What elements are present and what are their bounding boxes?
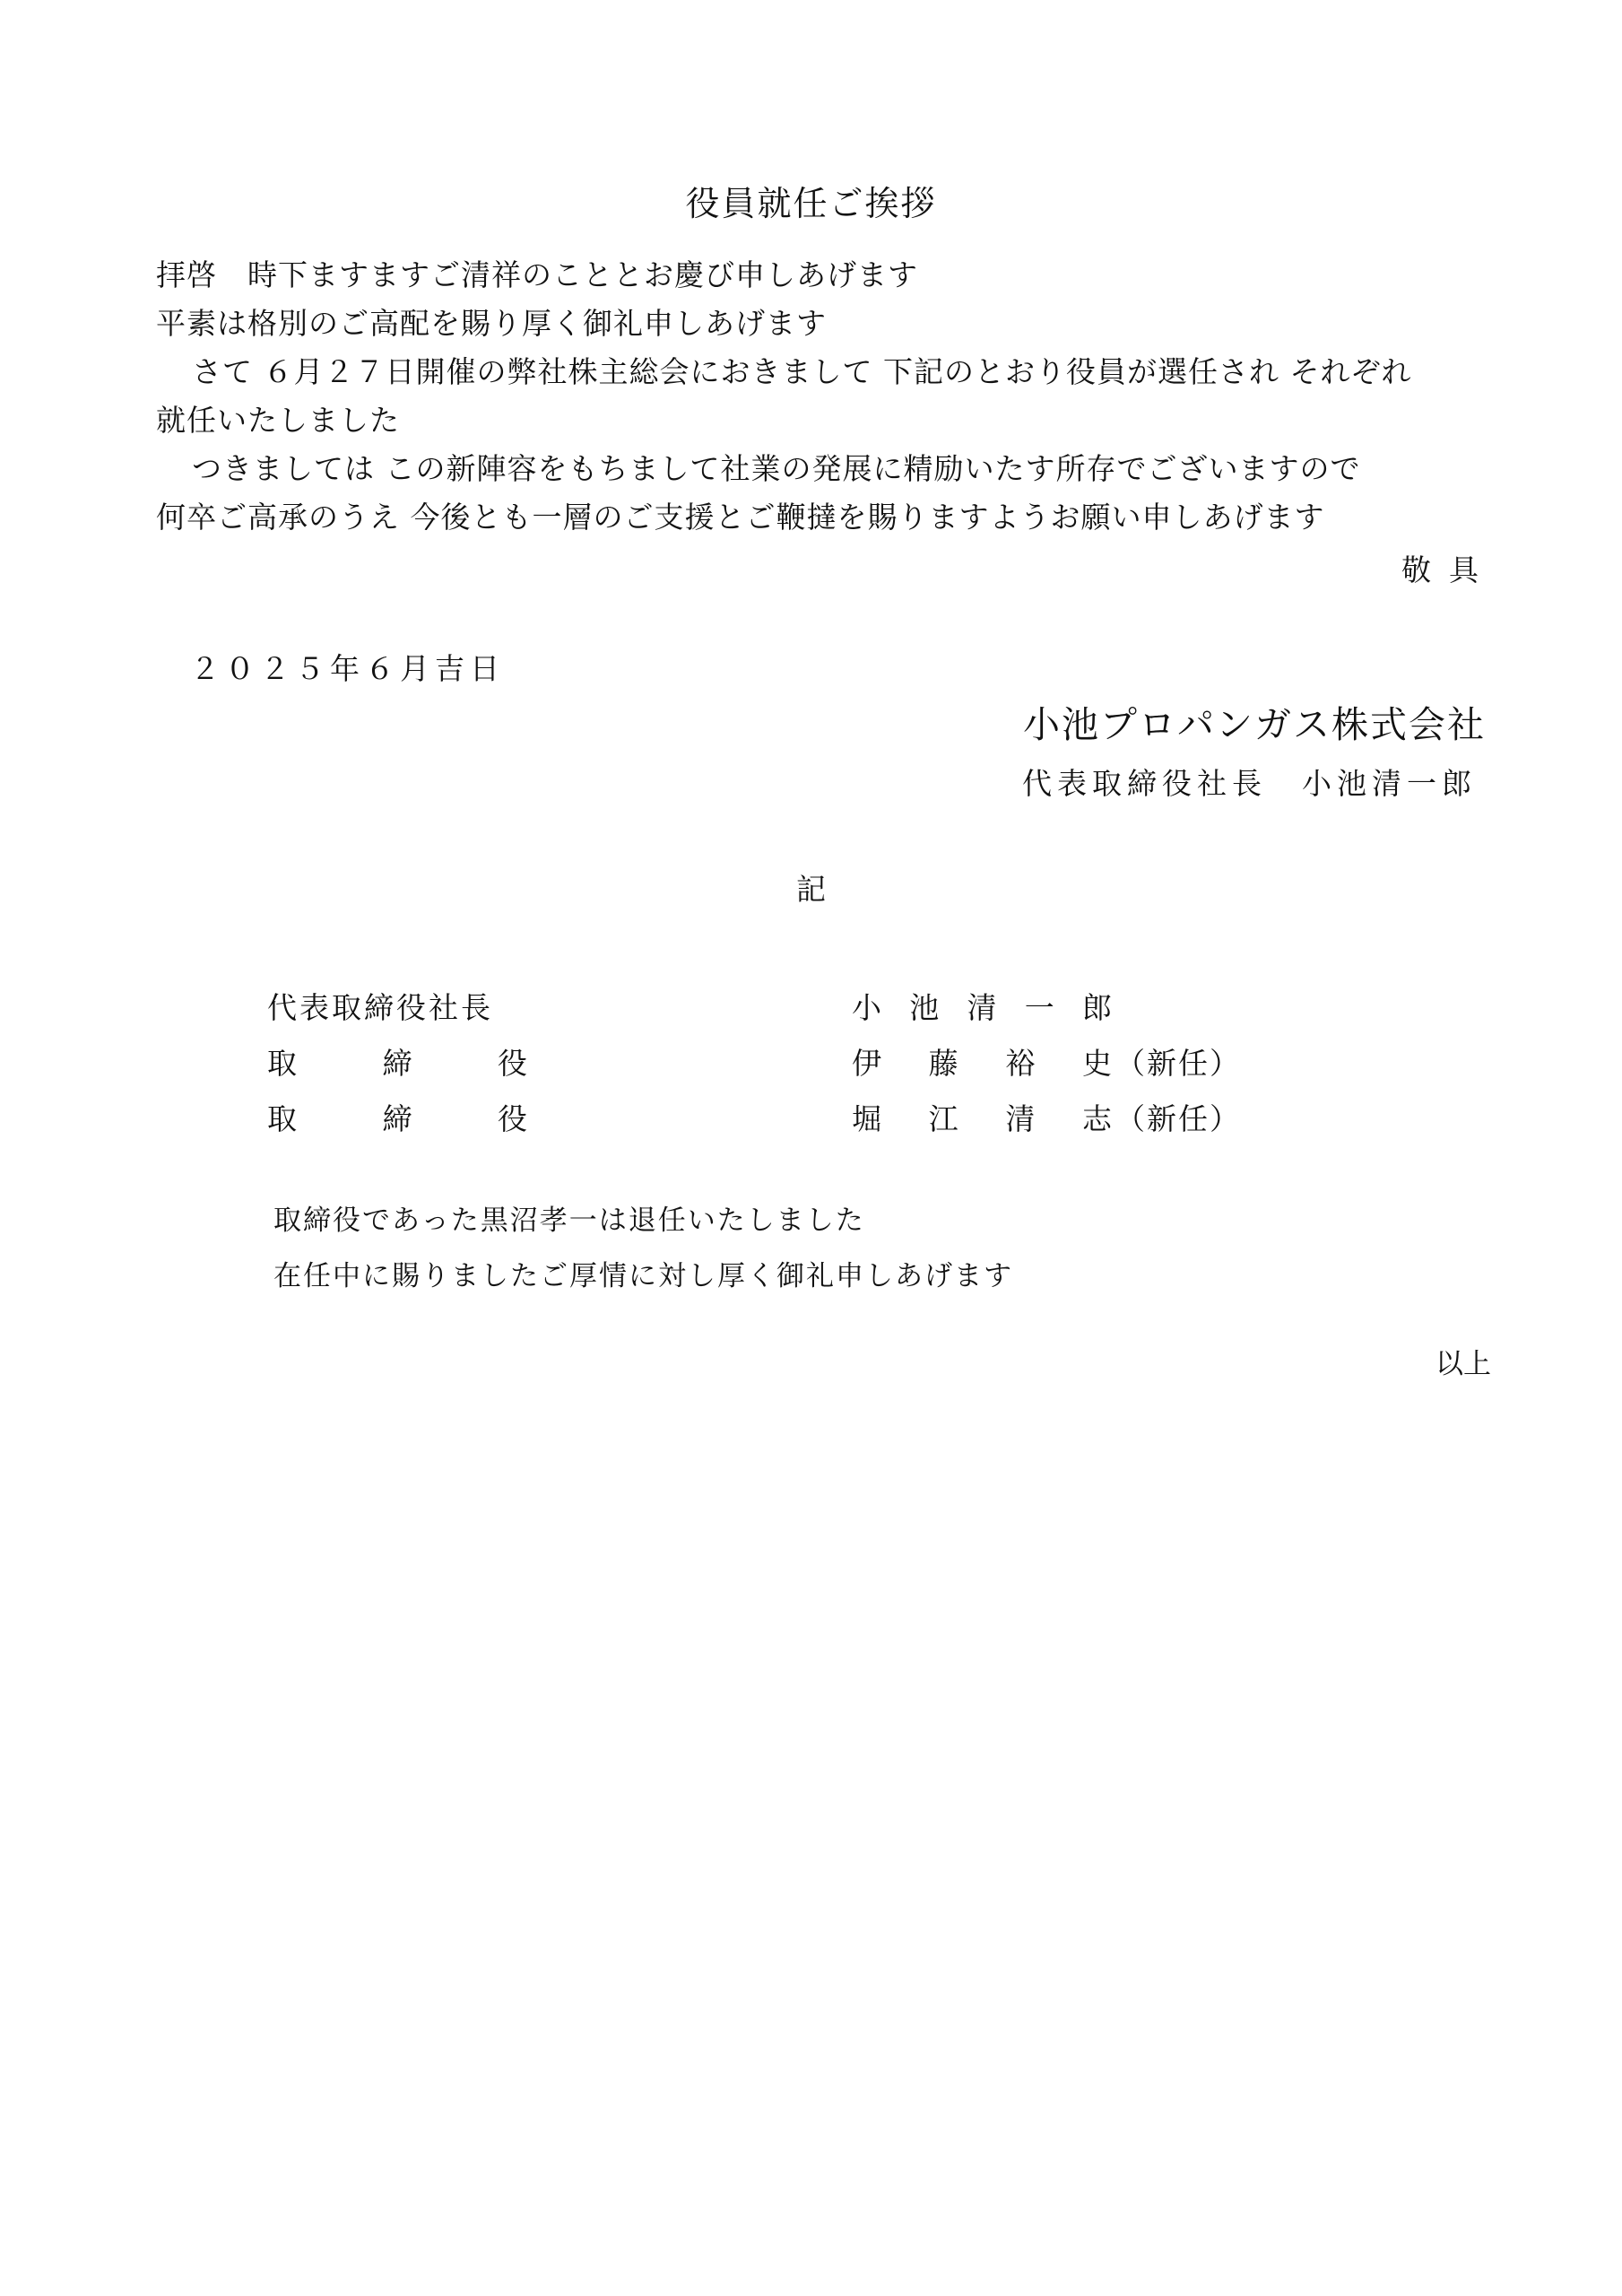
officer-list: [267, 978, 1298, 1144]
ijou-closing: 以上: [1436, 1348, 1491, 1380]
body-line: さて ６月２７日開催の弊社株主総会におきまして 下記のとおり役員が選任され それぞれ: [192, 354, 1412, 389]
officer-row: [267, 1089, 1298, 1144]
farewell-line: 取締役であった黒沼孝一は退任いたしました: [273, 1205, 865, 1237]
body-line: 就任いたしました: [156, 403, 400, 438]
officer-name: 堀 江 清 志: [852, 1100, 1112, 1136]
company-name: 小池プロパンガス株式会社: [1023, 703, 1486, 746]
ki-heading: 記: [796, 872, 826, 907]
retirement-notice: [273, 1193, 1013, 1304]
body-line: つきましては この新陣容をもちまして社業の発展に精励いたす所存でございますので: [192, 451, 1361, 486]
document-title: 役員就任ご挨拶: [685, 184, 937, 223]
letter-date: ２０２５年６月吉日: [190, 651, 505, 686]
officer-name: 小 池 清 一 郎: [852, 989, 1112, 1025]
closing-keigu: 敬具: [1401, 552, 1496, 587]
body-line: 何卒ご高承のうえ 今後とも一層のご支援とご鞭撻を賜りますようお願い申しあげます: [156, 500, 1325, 535]
officer-name: 伊 藤 裕 史: [852, 1045, 1112, 1081]
officer-note: （新任）: [1115, 1045, 1241, 1081]
body-line: 拝啓 時下ますますご清祥のこととお慶び申しあげます: [156, 257, 918, 292]
officer-title: 取 締 役: [267, 1045, 527, 1081]
officer-title: 取 締 役: [267, 1100, 527, 1136]
officer-row: [267, 978, 1298, 1033]
ceo-signature: 代表取締役社長 小池清一郎: [1022, 766, 1477, 801]
greeting-body: [156, 251, 1501, 542]
officer-note: （新任）: [1115, 1100, 1241, 1136]
officer-row: [267, 1033, 1298, 1089]
farewell-line: 在任中に賜りましたご厚情に対し厚く御礼申しあげます: [273, 1260, 1013, 1292]
officer-title: 代表取締役社長: [267, 989, 493, 1025]
body-line: 平素は格別のご高配を賜り厚く御礼申しあげます: [156, 306, 827, 341]
